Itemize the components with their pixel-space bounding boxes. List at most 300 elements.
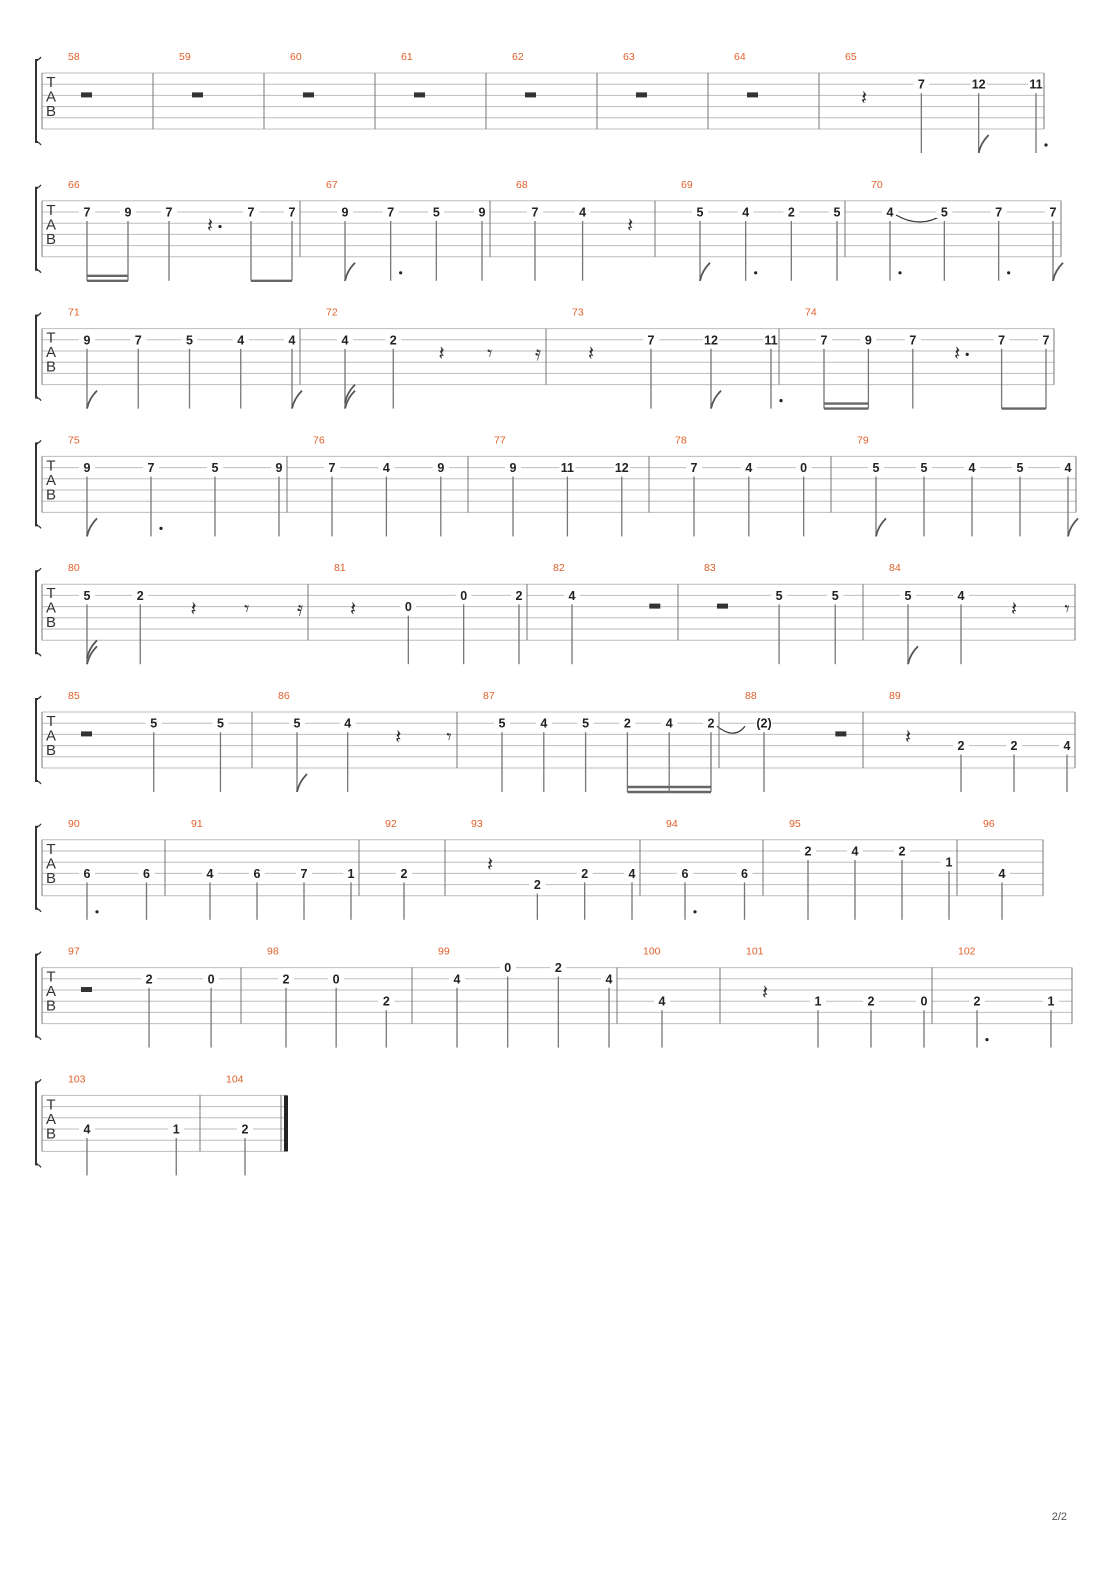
measure-number: 83 bbox=[704, 562, 716, 575]
measure-number: 58 bbox=[68, 51, 80, 63]
tab-clef-letter: T bbox=[46, 585, 56, 603]
fret-number: 4 bbox=[665, 716, 673, 731]
measure-74 bbox=[805, 307, 1054, 409]
fret-number: 7 bbox=[134, 333, 142, 348]
measure-92 bbox=[385, 818, 445, 920]
fret-number: 7 bbox=[647, 333, 655, 348]
eighth-rest: 𝄾 bbox=[446, 724, 452, 749]
tab-clef-letter: A bbox=[45, 471, 57, 489]
tab-clef-letter: T bbox=[46, 968, 56, 986]
measure-number: 60 bbox=[290, 51, 302, 63]
measure-number: 73 bbox=[572, 306, 584, 319]
fret-number: 4 bbox=[453, 972, 461, 987]
measure-number: 101 bbox=[746, 945, 764, 958]
measure-number: 65 bbox=[845, 51, 857, 63]
measure-84 bbox=[889, 562, 1075, 664]
fret-number: 4 bbox=[579, 205, 587, 220]
system-bracket bbox=[36, 1082, 38, 1164]
half-rest bbox=[81, 92, 92, 97]
measure-number: 70 bbox=[871, 178, 883, 191]
measure-85 bbox=[68, 690, 252, 792]
half-rest bbox=[303, 92, 314, 97]
half-rest bbox=[835, 731, 846, 736]
tab-clef-letter: T bbox=[46, 1096, 56, 1114]
fret-number: 7 bbox=[1042, 333, 1050, 348]
measure-number: 94 bbox=[666, 817, 678, 830]
fret-number: 2 bbox=[581, 866, 589, 881]
measure-number: 96 bbox=[983, 817, 995, 830]
quarter-rest: 𝄽 bbox=[395, 724, 402, 749]
fret-number: 4 bbox=[83, 1122, 91, 1137]
tab-clef-letter: B bbox=[45, 486, 57, 504]
tie-arc bbox=[717, 726, 745, 733]
note-dot bbox=[159, 527, 162, 530]
note-flag bbox=[711, 391, 721, 409]
measure-76 bbox=[313, 434, 468, 536]
measure-94 bbox=[666, 818, 763, 920]
fret-number: 6 bbox=[83, 866, 91, 881]
fret-number: 7 bbox=[83, 205, 91, 220]
tab-clef-letter: A bbox=[45, 983, 57, 1001]
fret-number: 0 bbox=[207, 972, 215, 987]
quarter-rest: 𝄽 bbox=[860, 85, 868, 110]
fret-number: 0 bbox=[460, 588, 468, 603]
fret-number: 6 bbox=[143, 866, 150, 881]
measure-number: 95 bbox=[789, 817, 801, 830]
fret-number: 7 bbox=[147, 461, 155, 476]
fret-number: 5 bbox=[904, 588, 912, 603]
fret-number: 9 bbox=[83, 461, 91, 476]
measure-number: 62 bbox=[512, 51, 524, 63]
tab-clef-letter: B bbox=[45, 358, 57, 376]
system-bracket bbox=[36, 955, 38, 1037]
fret-number: 4 bbox=[288, 333, 296, 348]
fret-number: 4 bbox=[658, 994, 666, 1009]
fret-number: 2 bbox=[1010, 739, 1018, 754]
fret-number: 4 bbox=[968, 461, 976, 476]
tab-clef-letter: B bbox=[45, 997, 57, 1015]
fret-number: 7 bbox=[998, 333, 1006, 348]
fret-number: 2 bbox=[241, 1122, 249, 1137]
measure-66 bbox=[68, 179, 300, 281]
measure-81 bbox=[334, 562, 527, 664]
quarter-rest: 𝄽 bbox=[486, 852, 494, 877]
fret-number: 4 bbox=[742, 205, 750, 220]
fret-number: 5 bbox=[582, 716, 590, 731]
fret-number: 2 bbox=[707, 716, 715, 731]
fret-number: 9 bbox=[509, 461, 517, 476]
fret-number: 6 bbox=[253, 866, 261, 881]
fret-number: 7 bbox=[1049, 205, 1057, 220]
fret-number: 9 bbox=[437, 461, 445, 476]
system-bracket bbox=[36, 443, 38, 525]
fret-number: 5 bbox=[498, 716, 506, 731]
measure-89 bbox=[889, 690, 1075, 792]
quarter-rest: 𝄽 bbox=[190, 596, 197, 621]
rest-dot bbox=[218, 225, 221, 228]
fret-number: 0 bbox=[332, 972, 340, 987]
fret-number: 1 bbox=[172, 1122, 180, 1137]
fret-number: 0 bbox=[404, 600, 412, 615]
fret-number: 2 bbox=[957, 739, 965, 754]
tab-clef-letter: T bbox=[46, 329, 56, 347]
half-rest bbox=[717, 604, 728, 609]
fret-number: 2 bbox=[787, 205, 795, 220]
tab-clef-letter: T bbox=[46, 840, 56, 858]
tab-system bbox=[36, 946, 1072, 1048]
quarter-rest: 𝄽 bbox=[349, 596, 357, 621]
fret-number: 4 bbox=[851, 844, 859, 859]
fret-number: (2) bbox=[756, 716, 772, 731]
note-flag bbox=[345, 263, 355, 281]
page-number: 2/2 bbox=[1051, 1511, 1067, 1523]
fret-number: 2 bbox=[382, 994, 390, 1009]
note-dot bbox=[399, 271, 402, 274]
note-flag bbox=[876, 518, 886, 536]
tab-clef-letter: T bbox=[46, 74, 56, 91]
fret-number: 7 bbox=[165, 205, 173, 220]
half-rest bbox=[81, 731, 92, 736]
fret-number: 4 bbox=[998, 866, 1006, 881]
fret-number: 9 bbox=[341, 205, 349, 220]
fret-number: 11 bbox=[764, 333, 778, 348]
measure-98 bbox=[267, 946, 412, 1048]
measure-79 bbox=[857, 434, 1078, 536]
fret-number: 4 bbox=[1063, 739, 1071, 754]
fret-number: 9 bbox=[478, 205, 486, 220]
fret-number: 9 bbox=[864, 333, 872, 348]
tab-system bbox=[36, 51, 1048, 153]
system-bracket bbox=[36, 827, 38, 909]
fret-number: 5 bbox=[831, 588, 839, 603]
fret-number: 7 bbox=[247, 205, 255, 220]
measure-number: 77 bbox=[494, 434, 506, 447]
fret-number: 11 bbox=[560, 461, 575, 476]
half-rest bbox=[649, 604, 660, 609]
fret-number: 0 bbox=[504, 961, 512, 976]
eighth-rest: 𝄾 bbox=[487, 340, 493, 365]
measure-71 bbox=[68, 307, 302, 409]
half-rest bbox=[747, 92, 758, 97]
fret-number: 9 bbox=[83, 333, 91, 348]
measure-number: 97 bbox=[68, 945, 80, 958]
measure-102 bbox=[958, 946, 1072, 1048]
tab-system bbox=[36, 1073, 288, 1175]
tab-system bbox=[36, 562, 1075, 664]
fret-number: 4 bbox=[568, 588, 576, 603]
measure-95 bbox=[789, 818, 957, 920]
fret-number: 0 bbox=[920, 994, 928, 1009]
note-dot bbox=[1007, 271, 1010, 274]
eighth-rest: 𝄾 bbox=[244, 596, 250, 621]
quarter-rest: 𝄽 bbox=[587, 340, 595, 365]
system-bracket bbox=[36, 60, 38, 142]
system-bracket bbox=[36, 571, 38, 653]
measure-67 bbox=[326, 179, 490, 281]
note-flag bbox=[345, 385, 355, 403]
fret-number: 7 bbox=[300, 866, 308, 881]
eighth-rest: 𝄾 bbox=[1064, 596, 1070, 621]
tab-clef-letter: B bbox=[45, 614, 57, 632]
measure-73 bbox=[572, 307, 783, 409]
fret-number: 4 bbox=[540, 716, 548, 731]
note-flag bbox=[87, 391, 97, 409]
tab-clef-letter: A bbox=[45, 1110, 57, 1128]
tab-clef-letter: A bbox=[45, 344, 57, 362]
measure-86 bbox=[278, 690, 457, 792]
measure-80 bbox=[68, 562, 308, 664]
tab-clef-letter: A bbox=[45, 88, 57, 106]
measure-82 bbox=[553, 562, 678, 664]
note-flag bbox=[292, 391, 302, 409]
measure-number: 79 bbox=[857, 434, 869, 447]
fret-number: 4 bbox=[605, 972, 613, 987]
quarter-rest: 𝄽 bbox=[627, 213, 634, 238]
fret-number: 1 bbox=[347, 866, 355, 881]
fret-number: 2 bbox=[623, 716, 631, 731]
measure-number: 69 bbox=[681, 178, 693, 191]
fret-number: 1 bbox=[945, 855, 953, 870]
note-flag bbox=[87, 518, 97, 536]
fret-number: 4 bbox=[341, 333, 349, 348]
fret-number: 9 bbox=[124, 205, 132, 220]
fret-number: 9 bbox=[275, 461, 283, 476]
measure-number: 61 bbox=[401, 51, 413, 63]
fret-number: 4 bbox=[628, 866, 636, 881]
measure-number: 78 bbox=[675, 434, 687, 447]
quarter-rest: 𝄽 bbox=[954, 340, 961, 365]
measure-103 bbox=[68, 1073, 200, 1175]
fret-number: 5 bbox=[186, 333, 193, 348]
measure-number: 72 bbox=[326, 306, 338, 319]
fret-number: 7 bbox=[288, 205, 296, 220]
measure-number: 98 bbox=[267, 945, 279, 958]
fret-number: 7 bbox=[909, 333, 917, 348]
tab-clef-letter: B bbox=[45, 103, 57, 120]
note-dot bbox=[779, 399, 782, 402]
fret-number: 2 bbox=[533, 878, 541, 893]
fret-number: 4 bbox=[382, 461, 390, 476]
fret-number: 4 bbox=[237, 333, 245, 348]
fret-number: 2 bbox=[515, 588, 523, 603]
fret-number: 5 bbox=[872, 461, 880, 476]
measure-88 bbox=[745, 690, 863, 792]
tab-clef-letter: A bbox=[45, 855, 57, 873]
measure-78 bbox=[675, 434, 831, 536]
fret-number: 4 bbox=[957, 588, 965, 603]
measure-number: 90 bbox=[68, 817, 80, 830]
measure-number: 80 bbox=[68, 562, 80, 575]
fret-number: 1 bbox=[814, 994, 822, 1009]
fret-number: 4 bbox=[344, 716, 352, 731]
measure-97 bbox=[68, 946, 241, 1048]
measure-72 bbox=[326, 307, 546, 409]
tab-clef-letter: A bbox=[45, 727, 57, 745]
measure-number: 102 bbox=[958, 945, 976, 958]
fret-number: 5 bbox=[211, 461, 219, 476]
fret-number: 12 bbox=[614, 461, 629, 476]
measure-number: 87 bbox=[483, 690, 495, 702]
note-dot bbox=[1044, 143, 1047, 146]
fret-number: 7 bbox=[820, 333, 828, 348]
note-flag bbox=[1053, 263, 1063, 281]
measure-number: 89 bbox=[889, 690, 901, 702]
system-bracket bbox=[36, 316, 38, 398]
half-rest bbox=[192, 92, 203, 97]
measure-69 bbox=[681, 179, 845, 281]
fret-number: 4 bbox=[886, 205, 894, 220]
note-flag bbox=[700, 263, 710, 281]
system-bracket bbox=[36, 699, 38, 781]
tab-system bbox=[36, 690, 1075, 792]
measure-91 bbox=[191, 818, 359, 920]
measure-number: 86 bbox=[278, 690, 290, 702]
measure-number: 100 bbox=[643, 945, 661, 958]
half-rest bbox=[81, 987, 92, 992]
measure-77 bbox=[494, 434, 649, 536]
fret-number: 1 bbox=[1047, 994, 1055, 1009]
fret-number: 7 bbox=[328, 461, 336, 476]
tab-clef-letter: T bbox=[46, 457, 56, 475]
note-dot bbox=[898, 271, 901, 274]
fret-number: 2 bbox=[867, 994, 875, 1009]
note-flag bbox=[908, 646, 918, 664]
half-rest bbox=[414, 92, 425, 97]
fret-number: 12 bbox=[971, 77, 986, 92]
fret-number: 5 bbox=[293, 716, 301, 731]
measure-75 bbox=[68, 434, 287, 536]
measure-number: 66 bbox=[68, 178, 80, 191]
measure-90 bbox=[68, 818, 165, 920]
fret-number: 0 bbox=[800, 461, 808, 476]
note-flag bbox=[87, 640, 97, 658]
fret-number: 2 bbox=[898, 844, 906, 859]
measure-number: 82 bbox=[553, 562, 565, 575]
measure-number: 75 bbox=[68, 434, 80, 447]
tab-clef-letter: A bbox=[45, 216, 57, 234]
measure-104 bbox=[226, 1073, 288, 1175]
fret-number: 11 bbox=[1029, 77, 1043, 92]
measure-number: 71 bbox=[68, 306, 80, 319]
measure-99 bbox=[438, 946, 617, 1048]
tab-system bbox=[36, 307, 1054, 409]
quarter-rest: 𝄽 bbox=[1010, 596, 1018, 621]
fret-number: 2 bbox=[554, 961, 562, 976]
fret-number: 4 bbox=[745, 461, 753, 476]
fret-number: 2 bbox=[145, 972, 153, 987]
measure-number: 63 bbox=[623, 51, 635, 63]
fret-number: 5 bbox=[1016, 461, 1024, 476]
tab-clef-letter: B bbox=[45, 742, 57, 759]
note-flag bbox=[1068, 518, 1078, 536]
tab-clef-letter: T bbox=[46, 201, 56, 219]
half-rest bbox=[525, 92, 536, 97]
final-barline-thick bbox=[284, 1095, 288, 1151]
rest-dot bbox=[966, 353, 969, 356]
fret-number: 7 bbox=[917, 77, 925, 92]
fret-number: 12 bbox=[704, 333, 718, 348]
note-flag bbox=[297, 774, 307, 792]
measure-101 bbox=[746, 946, 932, 1048]
fret-number: 5 bbox=[940, 205, 948, 220]
fret-number: 7 bbox=[995, 205, 1003, 220]
measure-87 bbox=[483, 690, 745, 792]
fret-number: 5 bbox=[83, 588, 91, 603]
fret-number: 5 bbox=[920, 461, 928, 476]
measure-93 bbox=[471, 818, 640, 920]
note-dot bbox=[985, 1038, 988, 1041]
measure-number: 93 bbox=[471, 817, 483, 830]
tab-system bbox=[36, 818, 1043, 920]
tab-system bbox=[36, 434, 1078, 536]
quarter-rest: 𝄽 bbox=[904, 724, 912, 749]
measure-number: 59 bbox=[179, 51, 191, 63]
fret-number: 4 bbox=[206, 866, 214, 881]
fret-number: 2 bbox=[389, 333, 397, 348]
fret-number: 5 bbox=[696, 205, 704, 220]
tie-arc bbox=[896, 215, 942, 222]
fret-number: 2 bbox=[400, 866, 408, 881]
fret-number: 7 bbox=[690, 461, 698, 476]
fret-number: 5 bbox=[833, 205, 841, 220]
measure-number: 104 bbox=[226, 1073, 244, 1086]
fret-number: 6 bbox=[681, 866, 689, 881]
measure-68 bbox=[516, 179, 655, 281]
measure-number: 68 bbox=[516, 178, 528, 191]
quarter-rest: 𝄽 bbox=[438, 340, 445, 365]
note-dot bbox=[95, 910, 98, 913]
fret-number: 4 bbox=[1064, 461, 1072, 476]
fret-number: 2 bbox=[136, 588, 144, 603]
quarter-rest: 𝄽 bbox=[206, 213, 214, 238]
fret-number: 7 bbox=[531, 205, 539, 220]
tab-system bbox=[36, 179, 1063, 281]
tab-clef-letter: B bbox=[45, 230, 57, 248]
measure-83 bbox=[704, 562, 863, 664]
measure-number: 92 bbox=[385, 817, 397, 830]
measure-96 bbox=[983, 818, 1043, 920]
tab-clef-letter: B bbox=[45, 869, 57, 887]
quarter-rest: 𝄽 bbox=[761, 979, 769, 1004]
tab-clef-letter: B bbox=[45, 1125, 57, 1143]
measure-number: 81 bbox=[334, 562, 346, 575]
fret-number: 2 bbox=[973, 994, 981, 1009]
half-rest bbox=[636, 92, 647, 97]
measure-number: 88 bbox=[745, 690, 757, 702]
measure-number: 64 bbox=[734, 51, 746, 63]
measure-number: 91 bbox=[191, 817, 203, 830]
fret-number: 6 bbox=[741, 866, 748, 881]
fret-number: 2 bbox=[282, 972, 290, 987]
measure-number: 67 bbox=[326, 178, 338, 191]
sixteenth-rest: 𝄿 bbox=[534, 340, 542, 365]
note-dot bbox=[693, 910, 696, 913]
tab-clef-letter: A bbox=[45, 599, 57, 617]
fret-number: 2 bbox=[804, 844, 812, 859]
note-dot bbox=[754, 271, 757, 274]
fret-number: 5 bbox=[432, 205, 440, 220]
measure-number: 74 bbox=[805, 306, 817, 319]
fret-number: 5 bbox=[216, 716, 224, 731]
measure-number: 84 bbox=[889, 562, 901, 575]
measure-100 bbox=[643, 946, 720, 1048]
measure-70 bbox=[871, 179, 1063, 281]
measure-number: 85 bbox=[68, 690, 80, 702]
measure-number: 99 bbox=[438, 945, 450, 958]
fret-number: 5 bbox=[775, 588, 783, 603]
fret-number: 7 bbox=[387, 205, 395, 220]
tab-clef-letter: T bbox=[46, 713, 56, 730]
